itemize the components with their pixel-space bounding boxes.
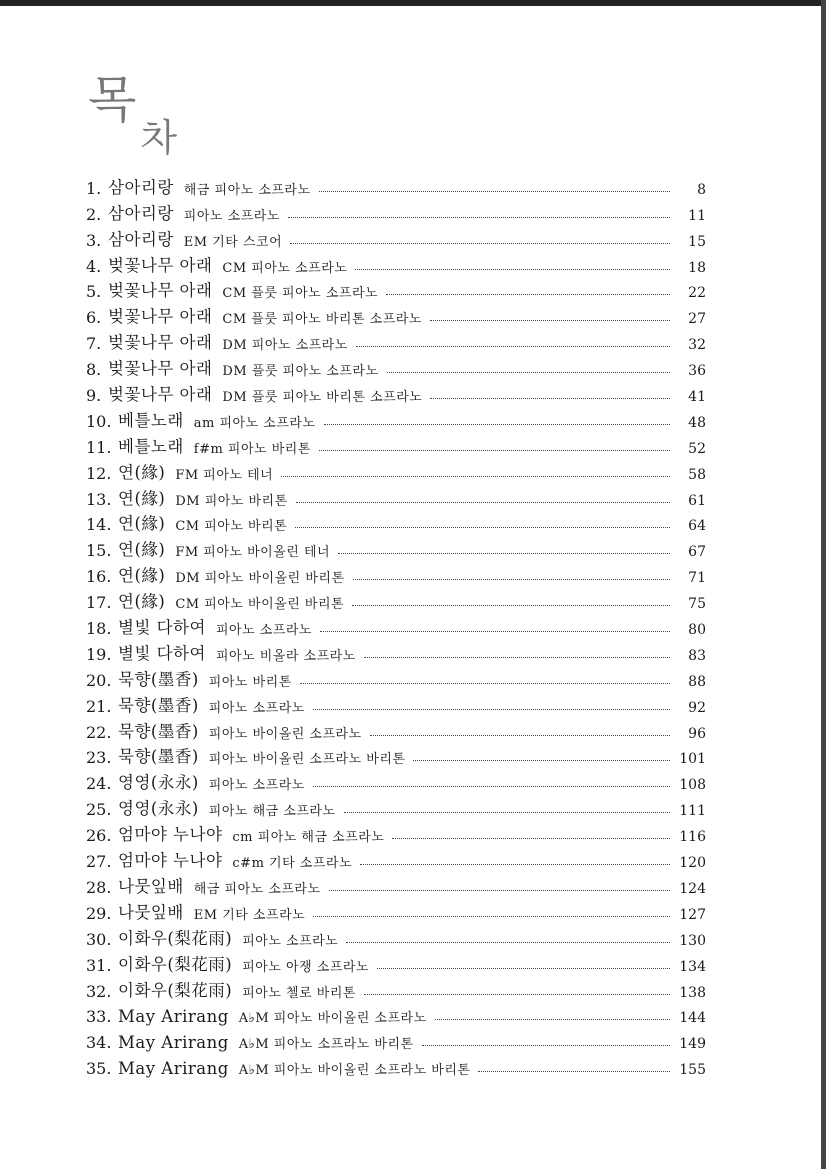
entry-instrumentation: cm 피아노 해금 소프라노	[232, 830, 385, 846]
page-number: 120	[679, 855, 706, 872]
page-number: 8	[697, 181, 706, 198]
song-title: 엄마야 누나야	[118, 825, 223, 845]
entry-instrumentation: DM 피아노 바이올린 바리톤	[175, 571, 345, 587]
entry-number: 6.	[86, 308, 102, 328]
song-title: 연(緣)	[118, 540, 166, 560]
entry-instrumentation: 피아노 첼로 바리톤	[242, 985, 356, 1001]
entry-instrumentation: 피아노 소프라노	[215, 623, 312, 639]
entry-number: 4.	[86, 256, 102, 276]
dot-leader	[353, 579, 670, 580]
dot-leader	[313, 916, 670, 917]
toc-entry	[86, 534, 706, 560]
song-title: 묵향(墨香)	[118, 669, 199, 689]
page-number: 111	[679, 803, 706, 820]
toc-entry	[86, 379, 706, 405]
page-number: 80	[688, 622, 706, 639]
entry-instrumentation: 피아노 소프라노	[242, 933, 339, 949]
dot-leader	[413, 760, 670, 761]
entry-instrumentation: DM 피아노 바리톤	[175, 493, 288, 509]
page-number: 138	[679, 984, 706, 1001]
entry-number: 7.	[86, 334, 102, 354]
song-title: 이화우(梨花雨)	[118, 928, 233, 948]
song-title: 삼아리랑	[108, 177, 174, 197]
entry-instrumentation: f#m 피아노 바리톤	[193, 441, 311, 457]
page-number: 92	[688, 699, 706, 716]
title-char-1: 목	[88, 71, 139, 129]
entry-number: 1.	[86, 178, 102, 198]
entry-number: 23.	[86, 748, 112, 768]
toc-entry	[86, 198, 706, 224]
song-title: 연(緣)	[118, 462, 166, 482]
toc-entry	[86, 897, 706, 923]
page-number: 75	[688, 596, 706, 613]
dot-leader	[355, 269, 670, 270]
entry-number: 10.	[86, 411, 112, 431]
entry-number: 17.	[86, 593, 112, 613]
page-number: 116	[679, 829, 706, 846]
entry-number: 3.	[86, 230, 102, 250]
song-title: 삼아리랑	[108, 229, 174, 249]
entry-instrumentation: CM 피아노 바이올린 바리톤	[175, 597, 345, 613]
page-number: 144	[679, 1010, 706, 1027]
entry-instrumentation: CM 플룻 피아노 바리톤 소프라노	[222, 312, 422, 328]
dot-leader	[313, 709, 670, 710]
dot-leader	[288, 217, 670, 218]
toc-entry	[86, 923, 706, 949]
entry-instrumentation: DM 플룻 피아노 소프라노	[222, 364, 379, 380]
song-title: 연(緣)	[118, 592, 166, 612]
toc-entry	[86, 819, 706, 845]
entry-instrumentation: 피아노 바이올린 소프라노	[208, 726, 362, 742]
toc-entry	[86, 767, 706, 793]
song-title: 묵향(墨香)	[118, 721, 199, 741]
toc-entry	[86, 483, 706, 509]
entry-number: 20.	[86, 670, 112, 690]
entry-instrumentation: 피아노 아쟁 소프라노	[242, 959, 369, 975]
entry-number: 28.	[86, 877, 112, 897]
entry-number: 12.	[86, 463, 112, 483]
entry-instrumentation: CM 플룻 피아노 소프라노	[222, 286, 379, 302]
page-number: 27	[688, 311, 706, 328]
entry-instrumentation: A♭M 피아노 바이올린 소프라노 바리톤	[238, 1063, 471, 1079]
song-title: 베틀노래	[118, 410, 184, 430]
dot-leader	[364, 657, 670, 658]
entry-instrumentation: A♭M 피아노 바이올린 소프라노	[238, 1011, 427, 1027]
toc-entry	[86, 871, 706, 897]
dot-leader	[370, 735, 670, 736]
page-number: 71	[688, 570, 706, 587]
song-title: 벚꽃나무 아래	[108, 307, 213, 327]
toc-entry	[86, 716, 706, 742]
toc-entry	[86, 250, 706, 276]
song-title: 연(緣)	[118, 488, 166, 508]
entry-number: 2.	[86, 204, 102, 224]
dot-leader	[478, 1071, 670, 1072]
page-number: 61	[688, 492, 706, 509]
song-title: 별빛 다하여	[118, 643, 206, 663]
toc-entry	[86, 1026, 706, 1052]
entry-number: 35.	[86, 1059, 112, 1079]
page-right-edge	[821, 0, 826, 1169]
entry-instrumentation: 피아노 비올라 소프라노	[215, 648, 356, 664]
song-title: May Arirang	[118, 1033, 229, 1053]
page-number: 108	[679, 777, 706, 794]
toc-entry	[86, 1001, 706, 1027]
dot-leader	[319, 191, 670, 192]
song-title: 베틀노래	[118, 436, 184, 456]
entry-instrumentation: 피아노 바이올린 소프라노 바리톤	[208, 752, 406, 768]
entry-number: 30.	[86, 929, 112, 949]
song-title: 벚꽃나무 아래	[108, 281, 213, 301]
toc-entry	[86, 431, 706, 457]
song-title: 연(緣)	[118, 514, 166, 534]
dot-leader	[319, 450, 670, 451]
page-number: 64	[688, 518, 706, 535]
entry-instrumentation: CM 피아노 소프라노	[222, 260, 348, 276]
entry-instrumentation: DM 플룻 피아노 바리톤 소프라노	[222, 390, 423, 406]
toc-entry	[86, 327, 706, 353]
song-title: May Arirang	[118, 1007, 229, 1027]
entry-number: 32.	[86, 981, 112, 1001]
entry-number: 11.	[86, 437, 112, 457]
toc-entry	[86, 224, 706, 250]
entry-instrumentation: CM 피아노 바리톤	[175, 519, 288, 535]
entry-number: 8.	[86, 360, 102, 380]
dot-leader	[329, 890, 670, 891]
song-title: 별빛 다하여	[118, 618, 206, 638]
dot-leader	[300, 683, 670, 684]
song-title: May Arirang	[118, 1059, 229, 1079]
page-number: 83	[688, 647, 706, 664]
entry-instrumentation: 피아노 소프라노	[183, 208, 280, 224]
dot-leader	[430, 320, 670, 321]
dot-leader	[364, 994, 670, 995]
song-title: 이화우(梨花雨)	[118, 954, 233, 974]
toc-entry	[86, 742, 706, 768]
entry-instrumentation: DM 피아노 소프라노	[222, 338, 348, 354]
page-number: 127	[679, 906, 706, 923]
song-title: 연(緣)	[118, 566, 166, 586]
page-number: 36	[688, 363, 706, 380]
page-number: 11	[688, 207, 706, 224]
entry-instrumentation: EM 기타 스코어	[183, 234, 283, 250]
dot-leader	[290, 243, 670, 244]
song-title: 벚꽃나무 아래	[108, 359, 213, 379]
entry-number: 26.	[86, 826, 112, 846]
entry-instrumentation: 피아노 해금 소프라노	[208, 804, 336, 820]
song-title: 묵향(墨香)	[118, 747, 199, 767]
page-number: 15	[688, 233, 706, 250]
entry-number: 5.	[86, 282, 102, 302]
dot-leader	[324, 424, 670, 425]
entry-instrumentation: EM 기타 소프라노	[193, 907, 306, 923]
dot-leader	[392, 838, 670, 839]
song-title: 벚꽃나무 아래	[108, 255, 213, 275]
entry-number: 19.	[86, 644, 112, 664]
entry-number: 25.	[86, 800, 112, 820]
dot-leader	[377, 968, 670, 969]
dot-leader	[360, 864, 670, 865]
dot-leader	[430, 398, 670, 399]
song-title: 삼아리랑	[108, 203, 174, 223]
toc-entry	[86, 172, 706, 198]
page-number: 96	[688, 725, 706, 742]
entry-instrumentation: c#m 기타 소프라노	[232, 856, 353, 872]
dot-leader	[356, 346, 670, 347]
entry-instrumentation: am 피아노 소프라노	[193, 415, 316, 431]
page-number: 41	[688, 389, 706, 406]
entry-number: 33.	[86, 1007, 112, 1027]
dot-leader	[313, 786, 670, 787]
toc-entry	[86, 690, 706, 716]
toc-entry	[86, 405, 706, 431]
toc-entry	[86, 664, 706, 690]
entry-number: 9.	[86, 386, 102, 406]
page-title	[88, 60, 180, 160]
entry-number: 21.	[86, 696, 112, 716]
toc-entry	[86, 793, 706, 819]
table-of-contents	[86, 172, 706, 1078]
song-title: 영영(永永)	[118, 799, 199, 819]
toc-entry	[86, 509, 706, 535]
toc-entry	[86, 975, 706, 1001]
entry-number: 14.	[86, 515, 112, 535]
song-title: 벚꽃나무 아래	[108, 385, 213, 405]
song-title: 영영(永永)	[118, 773, 199, 793]
toc-entry	[86, 353, 706, 379]
entry-instrumentation: A♭M 피아노 소프라노 바리톤	[238, 1037, 414, 1053]
dot-leader	[386, 294, 670, 295]
dot-leader	[346, 942, 670, 943]
toc-entry	[86, 301, 706, 327]
entry-instrumentation: 피아노 소프라노	[208, 700, 305, 716]
dot-leader	[435, 1019, 670, 1020]
song-title: 묵향(墨香)	[118, 695, 199, 715]
dot-leader	[338, 553, 670, 554]
page-number: 155	[679, 1062, 706, 1079]
entry-instrumentation: FM 피아노 바이올린 테너	[175, 545, 331, 561]
toc-entry	[86, 276, 706, 302]
toc-entry	[86, 949, 706, 975]
dot-leader	[352, 605, 670, 606]
toc-entry	[86, 560, 706, 586]
dot-leader	[387, 372, 670, 373]
page-number: 149	[679, 1036, 706, 1053]
toc-entry	[86, 845, 706, 871]
entry-instrumentation: 해금 피아노 소프라노	[183, 182, 311, 198]
entry-instrumentation: FM 피아노 테너	[175, 467, 274, 483]
toc-entry	[86, 1052, 706, 1078]
entry-instrumentation: 해금 피아노 소프라노	[193, 881, 321, 897]
entry-number: 27.	[86, 852, 112, 872]
song-title: 나뭇잎배	[118, 902, 184, 922]
song-title: 벚꽃나무 아래	[108, 333, 213, 353]
entry-number: 16.	[86, 567, 112, 587]
dot-leader	[344, 812, 670, 813]
entry-number: 24.	[86, 774, 112, 794]
dot-leader	[281, 476, 670, 477]
entry-number: 31.	[86, 955, 112, 975]
song-title: 이화우(梨花雨)	[118, 980, 233, 1000]
entry-number: 18.	[86, 619, 112, 639]
entry-number: 13.	[86, 489, 112, 509]
dot-leader	[295, 527, 670, 528]
entry-number: 34.	[86, 1033, 112, 1053]
page-number: 52	[688, 440, 706, 457]
dot-leader	[296, 502, 670, 503]
page-number: 101	[679, 751, 706, 768]
page-number: 22	[688, 285, 706, 302]
song-title: 나뭇잎배	[118, 876, 184, 896]
page-number: 130	[679, 932, 706, 949]
page-number: 124	[679, 880, 706, 897]
page-number: 134	[679, 958, 706, 975]
page-number: 18	[688, 259, 706, 276]
entry-number: 15.	[86, 541, 112, 561]
toc-entry	[86, 638, 706, 664]
page-number: 88	[688, 673, 706, 690]
page-top-edge	[0, 0, 826, 6]
page-number: 58	[688, 466, 706, 483]
song-title: 엄마야 누나야	[118, 851, 223, 871]
toc-entry	[86, 457, 706, 483]
page-number: 67	[688, 544, 706, 561]
dot-leader	[320, 631, 670, 632]
toc-entry	[86, 612, 706, 638]
entry-instrumentation: 피아노 바리톤	[208, 674, 292, 690]
page-number: 48	[688, 414, 706, 431]
entry-number: 22.	[86, 722, 112, 742]
entry-instrumentation: 피아노 소프라노	[208, 778, 305, 794]
title-char-2: 차	[140, 116, 180, 160]
dot-leader	[422, 1045, 670, 1046]
toc-entry	[86, 586, 706, 612]
entry-number: 29.	[86, 903, 112, 923]
page-number: 32	[688, 337, 706, 354]
